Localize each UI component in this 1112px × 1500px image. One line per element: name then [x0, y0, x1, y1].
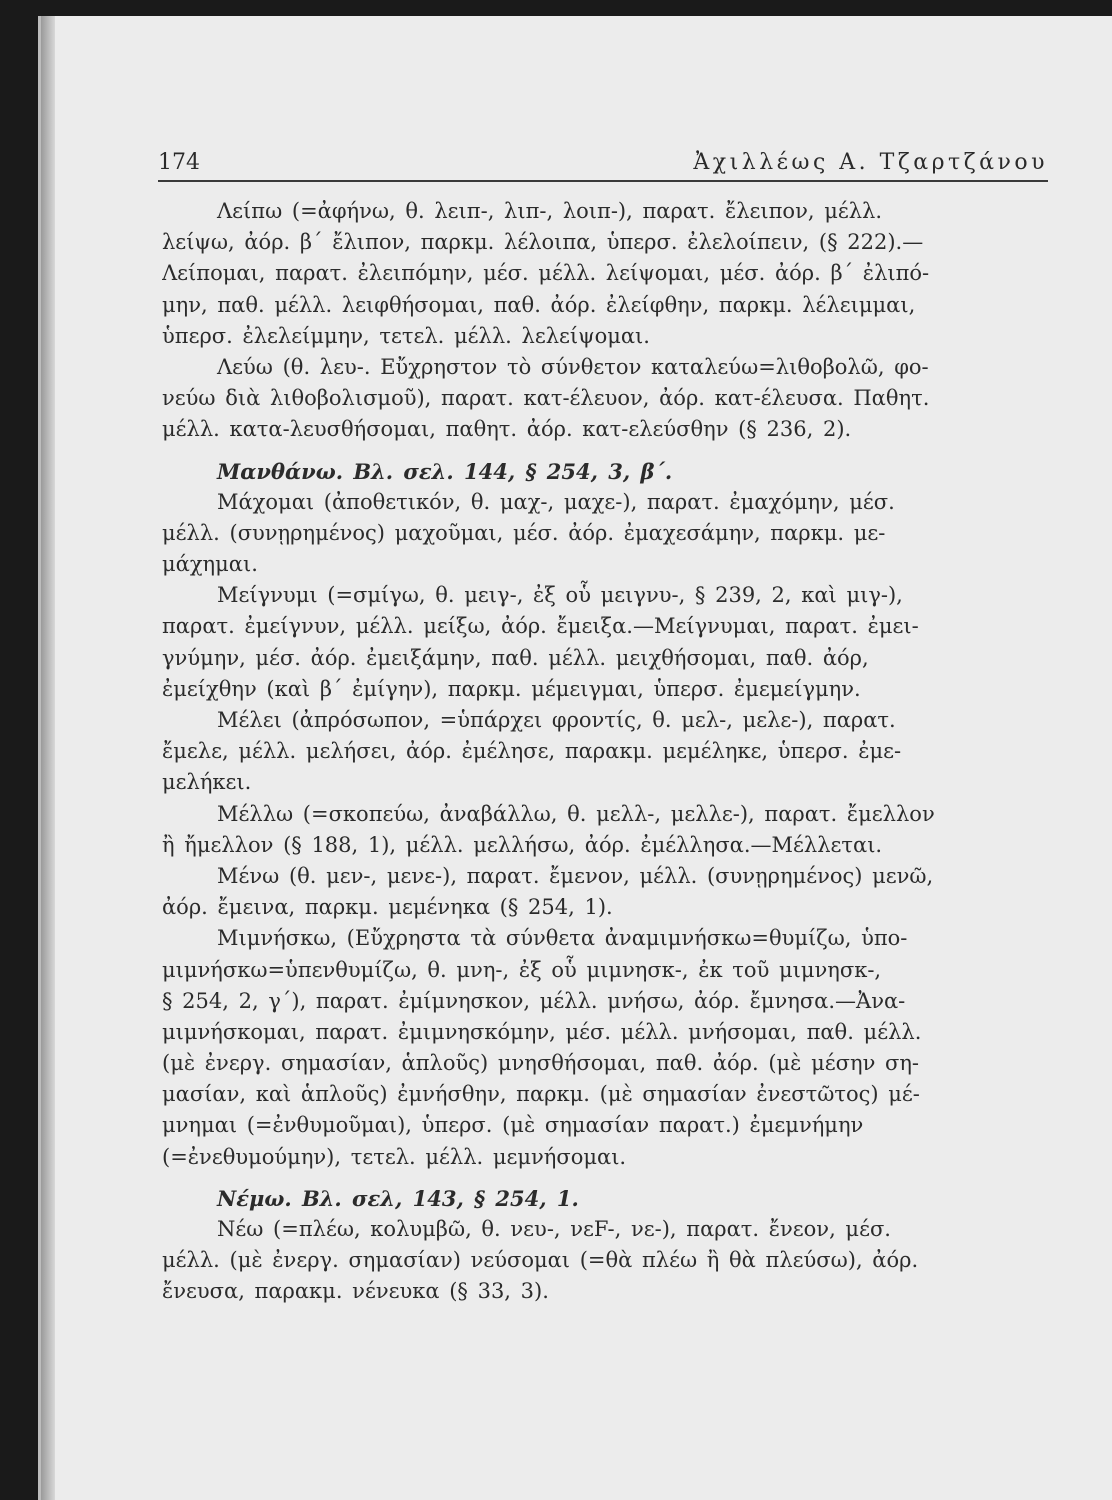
text-line: (μὲ ἐνεργ. σημασίαν, ἁπλοῦς) μνησθήσομαι, παθ. ἀόρ. (μὲ μέσην ση- — [162, 1051, 920, 1076]
text-line: μάχημαι. — [162, 552, 258, 577]
text-line: ἐμείχθην (καὶ β΄ ἐμίγην), παρκμ. μέμειγμαι, ὑπερσ. ἐμεμείγμην. — [162, 676, 861, 701]
text-line: Λείπω (=ἀφήνω, θ. λειπ-, λιπ-, λοιπ-), παρατ. ἔλειπον, μέλλ. — [217, 199, 883, 223]
text-line: Νέω (=πλέω, κολυμβῶ, θ. νευ-, νεF-, νε-), παρατ. ἔνεον, μέσ. — [217, 1217, 891, 1241]
text-line: Μέλλω (=σκοπεύω, ἀναβάλλω, θ. μελλ-, μελλε-), παρατ. ἔμελλον — [217, 801, 935, 826]
text-line: Λεύω (θ. λευ-. Εὔχρηστον τὸ σύνθετον καταλεύω=λιθοβολῶ, φο- — [217, 354, 929, 379]
text-line: γνύμην, μέσ. ἀόρ. ἐμειξάμην, παθ. μέλλ. μειχθήσομαι, παθ. ἀόρ, — [162, 645, 869, 670]
text-line: ἀόρ. ἔμεινα, παρκμ. μεμένηκα (§ 254, 1). — [162, 895, 613, 920]
text-line: Μένω (θ. μεν-, μενε-), παρατ. ἔμενον, μέλλ. (συνῃρημένος) μενῶ, — [217, 863, 934, 888]
text-line: μιμνήσκω=ὑπενθυμίζω, θ. μνη-, ἐξ οὗ μιμνησκ-, ἐκ τοῦ μιμνησκ-, — [162, 957, 882, 982]
text-line: μέλλ. (μὲ ἐνεργ. σημασίαν) νεύσομαι (=θὰ πλέω ἢ θὰ πλεύσω), ἀόρ. — [162, 1248, 919, 1273]
text-line: μέλλ. κατα-λευσθήσομαι, παθητ. ἀόρ. κατ-ελεύσθην (§ 236, 2). — [162, 417, 852, 442]
text-line: Μιμνήσκω, (Εὔχρηστα τὰ σύνθετα ἀναμιμνήσκω=θυμίζω, ὑπο- — [217, 926, 908, 951]
text-line: λείψω, ἀόρ. β΄ ἔλιπον, παρκμ. λέλοιπα, ὑπερσ. ἐλελοίπειν, (§ 222).— — [162, 230, 924, 255]
text-line: μνημαι (=ἐνθυμοῦμαι), ὑπερσ. (μὲ σημασίαν παρατ.) ἐμεμνήμην — [162, 1113, 864, 1138]
text-line: παρατ. ἐμείγνυν, μέλλ. μείξω, ἀόρ. ἔμειξα.—Μείγνυμαι, παρατ. ἐμει- — [162, 614, 919, 639]
text-line: Μείγνυμι (=σμίγω, θ. μειγ-, ἐξ οὗ μειγνυ-, § 239, 2, καὶ μιγ-), — [217, 583, 903, 608]
text-line: Λείπομαι, παρατ. ἐλειπόμην, μέσ. μέλλ. λείψομαι, μέσ. ἀόρ. β΄ ἐλιπό- — [162, 261, 930, 286]
text-line: ἢ ἤμελλον (§ 188, 1), μέλλ. μελλήσω, ἀόρ. ἐμέλλησα.—Μέλλεται. — [162, 832, 883, 857]
text-line: ἔνευσα, παρακμ. νένευκα (§ 33, 3). — [162, 1279, 549, 1304]
text-line: ἔμελε, μέλλ. μελήσει, ἀόρ. ἐμέλησε, παρακμ. μεμέληκε, ὑπερσ. ἐμε- — [162, 739, 902, 764]
page-header — [158, 142, 1048, 182]
text-line: νεύω διὰ λιθοβολισμοῦ), παρατ. κατ-έλευον, ἀόρ. κατ-έλευσα. Παθητ. — [162, 386, 930, 411]
page-number: 174 — [158, 150, 200, 175]
text-line: Μέλει (ἀπρόσωπον, =ὑπάρχει φροντίς, θ. μελ-, μελε-), παρατ. — [217, 708, 896, 732]
page-gutter-shadow — [41, 16, 55, 1500]
text-line: Νέμω. Βλ. σελ, 143, § 254, 1. — [217, 1185, 579, 1211]
text-line: § 254, 2, γ΄), παρατ. ἐμίμνησκον, μέλλ. μνήσω, ἀόρ. ἔμνησα.—Ἀνα- — [162, 988, 906, 1013]
page-body — [162, 196, 1047, 1308]
text-line: μην, παθ. μέλλ. λειφθήσομαι, παθ. ἀόρ. ἐλείφθην, παρκμ. λέλειμμαι, — [162, 292, 916, 317]
text-line: μασίαν, καὶ ἁπλοῦς) ἐμνήσθην, παρκμ. (μὲ σημασίαν ἐνεστῶτος) μέ- — [162, 1082, 920, 1107]
text-line: ὑπερσ. ἐλελείμμην, τετελ. μέλλ. λελείψομαι. — [162, 323, 650, 348]
text-line: μιμνήσκομαι, παρατ. ἐμιμνησκόμην, μέσ. μέλλ. μνήσομαι, παθ. μέλλ. — [162, 1019, 922, 1044]
text-line: μέλλ. (συνῃρημένος) μαχοῦμαι, μέσ. ἀόρ. ἐμαχεσάμην, παρκμ. με- — [162, 520, 886, 545]
running-title: Ἀχιλλέως Α. Τζαρτζάνου — [693, 150, 1048, 175]
text-line: μελήκει. — [162, 770, 252, 795]
text-line: Μάχομαι (ἀποθετικόν, θ. μαχ-, μαχε-), παρατ. ἐμαχόμην, μέσ. — [217, 489, 895, 514]
text-line: Μανθάνω. Βλ. σελ. 144, § 254, 3, β΄. — [217, 458, 673, 484]
text-line: (=ἐνεθυμούμην), τετελ. μέλλ. μεμνήσομαι. — [162, 1144, 627, 1169]
